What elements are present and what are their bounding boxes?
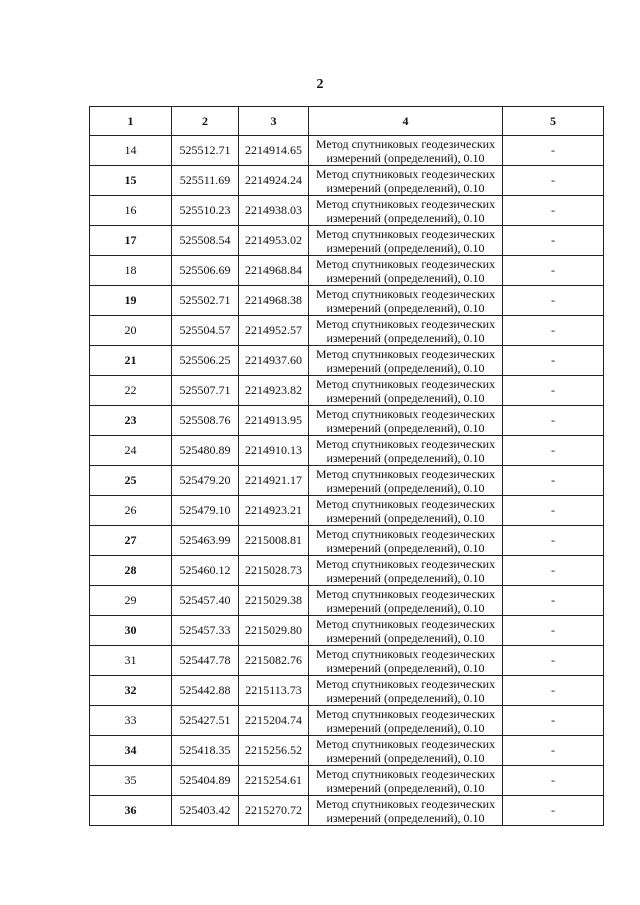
method-cell <box>309 406 503 436</box>
y-coordinate-cell: 2215008.81 <box>239 526 309 556</box>
method-line-2: измерений (определений), 0.10 <box>326 150 485 165</box>
method-line-2: измерений (определений), 0.10 <box>326 360 485 375</box>
column-5-cell: - <box>503 736 604 766</box>
point-number-cell: 20 <box>90 316 172 346</box>
method-line-1: Метод спутниковых геодезических <box>315 676 496 691</box>
method-line-1: Метод спутниковых геодезических <box>315 286 496 301</box>
method-line-1: Метод спутниковых геодезических <box>315 436 496 451</box>
x-coordinate-cell: 525442.88 <box>172 676 239 706</box>
table-row <box>90 496 604 526</box>
page-number: 2 <box>316 77 324 92</box>
method-line-1: Метод спутниковых геодезических <box>315 316 496 331</box>
y-coordinate-cell: 2214923.21 <box>239 496 309 526</box>
method-line-1: Метод спутниковых геодезических <box>315 526 496 541</box>
y-coordinate-cell: 2214952.57 <box>239 316 309 346</box>
x-coordinate-cell: 525508.76 <box>172 406 239 436</box>
point-number-cell: 15 <box>90 166 172 196</box>
table-row <box>90 286 604 316</box>
point-number-cell: 24 <box>90 436 172 466</box>
point-number-cell: 30 <box>90 616 172 646</box>
method-cell <box>309 466 503 496</box>
method-cell <box>309 346 503 376</box>
x-coordinate-cell: 525512.71 <box>172 136 239 166</box>
method-line-1: Метод спутниковых геодезических <box>315 466 496 481</box>
method-cell <box>309 256 503 286</box>
x-coordinate-cell: 525463.99 <box>172 526 239 556</box>
point-number-cell: 33 <box>90 706 172 736</box>
x-coordinate-cell: 525511.69 <box>172 166 239 196</box>
point-number-cell: 18 <box>90 256 172 286</box>
x-coordinate-cell: 525479.20 <box>172 466 239 496</box>
method-line-1: Метод спутниковых геодезических <box>315 796 496 811</box>
table-row <box>90 616 604 646</box>
table-row <box>90 406 604 436</box>
y-coordinate-cell: 2215270.72 <box>239 796 309 826</box>
column-5-cell: - <box>503 436 604 466</box>
x-coordinate-cell: 525479.10 <box>172 496 239 526</box>
method-line-1: Метод спутниковых геодезических <box>315 736 496 751</box>
coordinates-table <box>89 106 604 826</box>
column-5-cell: - <box>503 706 604 736</box>
table-row <box>90 736 604 766</box>
method-cell <box>309 226 503 256</box>
column-5-cell: - <box>503 196 604 226</box>
y-coordinate-cell: 2214938.03 <box>239 196 309 226</box>
method-line-2: измерений (определений), 0.10 <box>326 660 485 675</box>
column-5-cell: - <box>503 316 604 346</box>
column-5-cell: - <box>503 466 604 496</box>
method-line-1: Метод спутниковых геодезических <box>315 136 496 151</box>
x-coordinate-cell: 525506.69 <box>172 256 239 286</box>
x-coordinate-cell: 525480.89 <box>172 436 239 466</box>
table-row <box>90 166 604 196</box>
method-cell <box>309 496 503 526</box>
column-header-4: 4 <box>309 107 503 136</box>
table-row <box>90 586 604 616</box>
x-coordinate-cell: 525506.25 <box>172 346 239 376</box>
method-line-1: Метод спутниковых геодезических <box>315 586 496 601</box>
method-line-1: Метод спутниковых геодезических <box>315 256 496 271</box>
y-coordinate-cell: 2214914.65 <box>239 136 309 166</box>
method-line-2: измерений (определений), 0.10 <box>326 750 485 765</box>
column-5-cell: - <box>503 346 604 376</box>
y-coordinate-cell: 2214910.13 <box>239 436 309 466</box>
y-coordinate-cell: 2215082.76 <box>239 646 309 676</box>
y-coordinate-cell: 2215254.61 <box>239 766 309 796</box>
table-row <box>90 316 604 346</box>
method-cell <box>309 166 503 196</box>
method-line-2: измерений (определений), 0.10 <box>326 180 485 195</box>
table-row <box>90 256 604 286</box>
method-line-2: измерений (определений), 0.10 <box>326 810 485 825</box>
column-5-cell: - <box>503 166 604 196</box>
table-header-row <box>90 107 604 136</box>
table-row <box>90 136 604 166</box>
table-row <box>90 226 604 256</box>
table-row <box>90 766 604 796</box>
method-line-1: Метод спутниковых геодезических <box>315 646 496 661</box>
column-5-cell: - <box>503 796 604 826</box>
table-row <box>90 676 604 706</box>
y-coordinate-cell: 2215256.52 <box>239 736 309 766</box>
table-row <box>90 526 604 556</box>
x-coordinate-cell: 525418.35 <box>172 736 239 766</box>
table-row <box>90 376 604 406</box>
method-line-2: измерений (определений), 0.10 <box>326 780 485 795</box>
x-coordinate-cell: 525457.40 <box>172 586 239 616</box>
y-coordinate-cell: 2215029.38 <box>239 586 309 616</box>
column-header-1: 1 <box>90 107 172 136</box>
x-coordinate-cell: 525502.71 <box>172 286 239 316</box>
column-5-cell: - <box>503 586 604 616</box>
point-number-cell: 21 <box>90 346 172 376</box>
x-coordinate-cell: 525508.54 <box>172 226 239 256</box>
column-5-cell: - <box>503 136 604 166</box>
method-cell <box>309 736 503 766</box>
method-line-2: измерений (определений), 0.10 <box>326 540 485 555</box>
method-cell <box>309 766 503 796</box>
method-cell <box>309 316 503 346</box>
method-line-2: измерений (определений), 0.10 <box>326 690 485 705</box>
y-coordinate-cell: 2214968.84 <box>239 256 309 286</box>
point-number-cell: 32 <box>90 676 172 706</box>
method-cell <box>309 676 503 706</box>
column-5-cell: - <box>503 766 604 796</box>
point-number-cell: 23 <box>90 406 172 436</box>
table-row <box>90 196 604 226</box>
method-cell <box>309 646 503 676</box>
y-coordinate-cell: 2214924.24 <box>239 166 309 196</box>
column-header-3: 3 <box>239 107 309 136</box>
x-coordinate-cell: 525507.71 <box>172 376 239 406</box>
method-line-1: Метод спутниковых геодезических <box>315 616 496 631</box>
point-number-cell: 26 <box>90 496 172 526</box>
method-line-1: Метод спутниковых геодезических <box>315 496 496 511</box>
method-cell <box>309 286 503 316</box>
column-5-cell: - <box>503 286 604 316</box>
y-coordinate-cell: 2215204.74 <box>239 706 309 736</box>
method-line-2: измерений (определений), 0.10 <box>326 720 485 735</box>
method-cell <box>309 196 503 226</box>
column-5-cell: - <box>503 646 604 676</box>
x-coordinate-cell: 525447.78 <box>172 646 239 676</box>
method-line-1: Метод спутниковых геодезических <box>315 706 496 721</box>
y-coordinate-cell: 2215028.73 <box>239 556 309 586</box>
method-line-2: измерений (определений), 0.10 <box>326 330 485 345</box>
table-row <box>90 466 604 496</box>
x-coordinate-cell: 525457.33 <box>172 616 239 646</box>
method-line-2: измерений (определений), 0.10 <box>326 390 485 405</box>
method-cell <box>309 586 503 616</box>
method-line-2: измерений (определений), 0.10 <box>326 510 485 525</box>
method-line-2: измерений (определений), 0.10 <box>326 300 485 315</box>
method-cell <box>309 526 503 556</box>
method-line-2: измерений (определений), 0.10 <box>326 270 485 285</box>
method-cell <box>309 706 503 736</box>
column-5-cell: - <box>503 406 604 436</box>
point-number-cell: 28 <box>90 556 172 586</box>
method-line-2: измерений (определений), 0.10 <box>326 630 485 645</box>
table-row <box>90 346 604 376</box>
column-header-5: 5 <box>503 107 604 136</box>
point-number-cell: 17 <box>90 226 172 256</box>
point-number-cell: 35 <box>90 766 172 796</box>
point-number-cell: 14 <box>90 136 172 166</box>
x-coordinate-cell: 525504.57 <box>172 316 239 346</box>
column-5-cell: - <box>503 376 604 406</box>
method-cell <box>309 436 503 466</box>
method-line-2: измерений (определений), 0.10 <box>326 450 485 465</box>
y-coordinate-cell: 2215029.80 <box>239 616 309 646</box>
x-coordinate-cell: 525510.23 <box>172 196 239 226</box>
y-coordinate-cell: 2214913.95 <box>239 406 309 436</box>
column-5-cell: - <box>503 256 604 286</box>
point-number-cell: 16 <box>90 196 172 226</box>
table-row <box>90 646 604 676</box>
method-cell <box>309 376 503 406</box>
method-line-1: Метод спутниковых геодезических <box>315 376 496 391</box>
method-cell <box>309 556 503 586</box>
column-header-2: 2 <box>172 107 239 136</box>
column-5-cell: - <box>503 226 604 256</box>
column-5-cell: - <box>503 496 604 526</box>
x-coordinate-cell: 525460.12 <box>172 556 239 586</box>
table-row <box>90 556 604 586</box>
point-number-cell: 22 <box>90 376 172 406</box>
method-line-2: измерений (определений), 0.10 <box>326 570 485 585</box>
method-line-1: Метод спутниковых геодезических <box>315 166 496 181</box>
column-5-cell: - <box>503 616 604 646</box>
method-line-1: Метод спутниковых геодезических <box>315 196 496 211</box>
column-5-cell: - <box>503 526 604 556</box>
method-line-2: измерений (определений), 0.10 <box>326 480 485 495</box>
point-number-cell: 29 <box>90 586 172 616</box>
point-number-cell: 19 <box>90 286 172 316</box>
method-line-2: измерений (определений), 0.10 <box>326 210 485 225</box>
point-number-cell: 36 <box>90 796 172 826</box>
y-coordinate-cell: 2214968.38 <box>239 286 309 316</box>
y-coordinate-cell: 2215113.73 <box>239 676 309 706</box>
method-line-1: Метод спутниковых геодезических <box>315 766 496 781</box>
method-line-2: измерений (определений), 0.10 <box>326 240 485 255</box>
method-cell <box>309 136 503 166</box>
method-line-1: Метод спутниковых геодезических <box>315 346 496 361</box>
x-coordinate-cell: 525427.51 <box>172 706 239 736</box>
method-line-2: измерений (определений), 0.10 <box>326 420 485 435</box>
method-line-1: Метод спутниковых геодезических <box>315 226 496 241</box>
point-number-cell: 31 <box>90 646 172 676</box>
x-coordinate-cell: 525404.89 <box>172 766 239 796</box>
x-coordinate-cell: 525403.42 <box>172 796 239 826</box>
column-5-cell: - <box>503 676 604 706</box>
method-cell <box>309 796 503 826</box>
method-cell <box>309 616 503 646</box>
table-row <box>90 796 604 826</box>
y-coordinate-cell: 2214921.17 <box>239 466 309 496</box>
table-row <box>90 706 604 736</box>
point-number-cell: 25 <box>90 466 172 496</box>
y-coordinate-cell: 2214923.82 <box>239 376 309 406</box>
method-line-1: Метод спутниковых геодезических <box>315 406 496 421</box>
point-number-cell: 34 <box>90 736 172 766</box>
table-row <box>90 436 604 466</box>
column-5-cell: - <box>503 556 604 586</box>
y-coordinate-cell: 2214953.02 <box>239 226 309 256</box>
y-coordinate-cell: 2214937.60 <box>239 346 309 376</box>
method-line-1: Метод спутниковых геодезических <box>315 556 496 571</box>
method-line-2: измерений (определений), 0.10 <box>326 600 485 615</box>
point-number-cell: 27 <box>90 526 172 556</box>
